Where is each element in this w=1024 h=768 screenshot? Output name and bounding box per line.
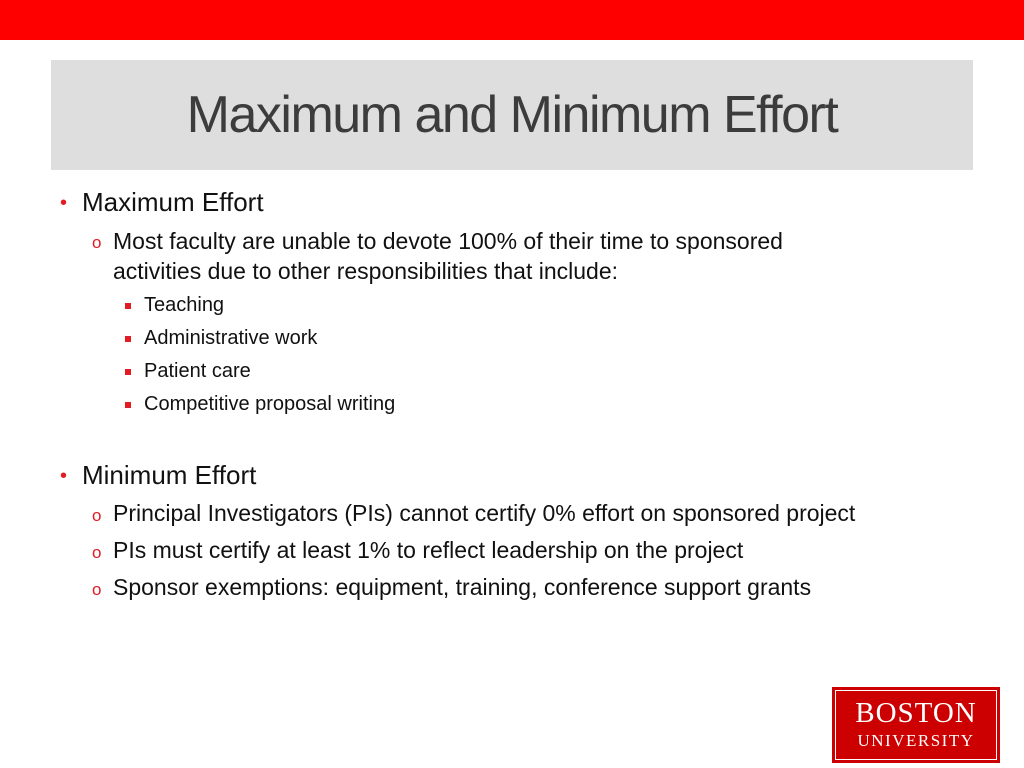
list-item: Sponsor exemptions: equipment, training, conference support grants [113, 574, 812, 600]
slide-title: Maximum and Minimum Effort [186, 86, 838, 144]
list-item: PIs must certify at least 1% to reflect leadership on the project [113, 537, 744, 563]
list-item: Patient care [144, 360, 251, 382]
square-bullet-icon [125, 402, 131, 408]
list-item: Teaching [144, 294, 225, 316]
circle-bullet-icon: o [92, 580, 102, 599]
list-item: Competitive proposal writing [144, 393, 396, 415]
max-sub-line-1: Most faculty are unable to devote 100% of their time to sponsored [113, 228, 783, 254]
square-bullet-icon [125, 303, 131, 309]
square-bullet-icon [125, 336, 131, 342]
max-heading: Maximum Effort [82, 187, 264, 217]
circle-bullet-icon: o [92, 543, 102, 562]
min-heading: Minimum Effort [82, 460, 257, 490]
list-item: Principal Investigators (PIs) cannot certify 0% effort on sponsored project [113, 500, 856, 526]
bullet-dot-icon: • [60, 465, 68, 487]
logo-line-2: UNIVERSITY [857, 731, 975, 750]
circle-bullet-icon: o [92, 506, 102, 525]
logo-line-1: BOSTON [855, 697, 977, 729]
square-bullet-icon [125, 369, 131, 375]
bullet-dot-icon: • [60, 192, 68, 214]
max-sub-line-2: activities due to other responsibilities that include: [113, 258, 619, 284]
boston-university-logo [832, 687, 1000, 763]
circle-bullet-icon: o [92, 233, 102, 252]
list-item: Administrative work [144, 327, 318, 349]
